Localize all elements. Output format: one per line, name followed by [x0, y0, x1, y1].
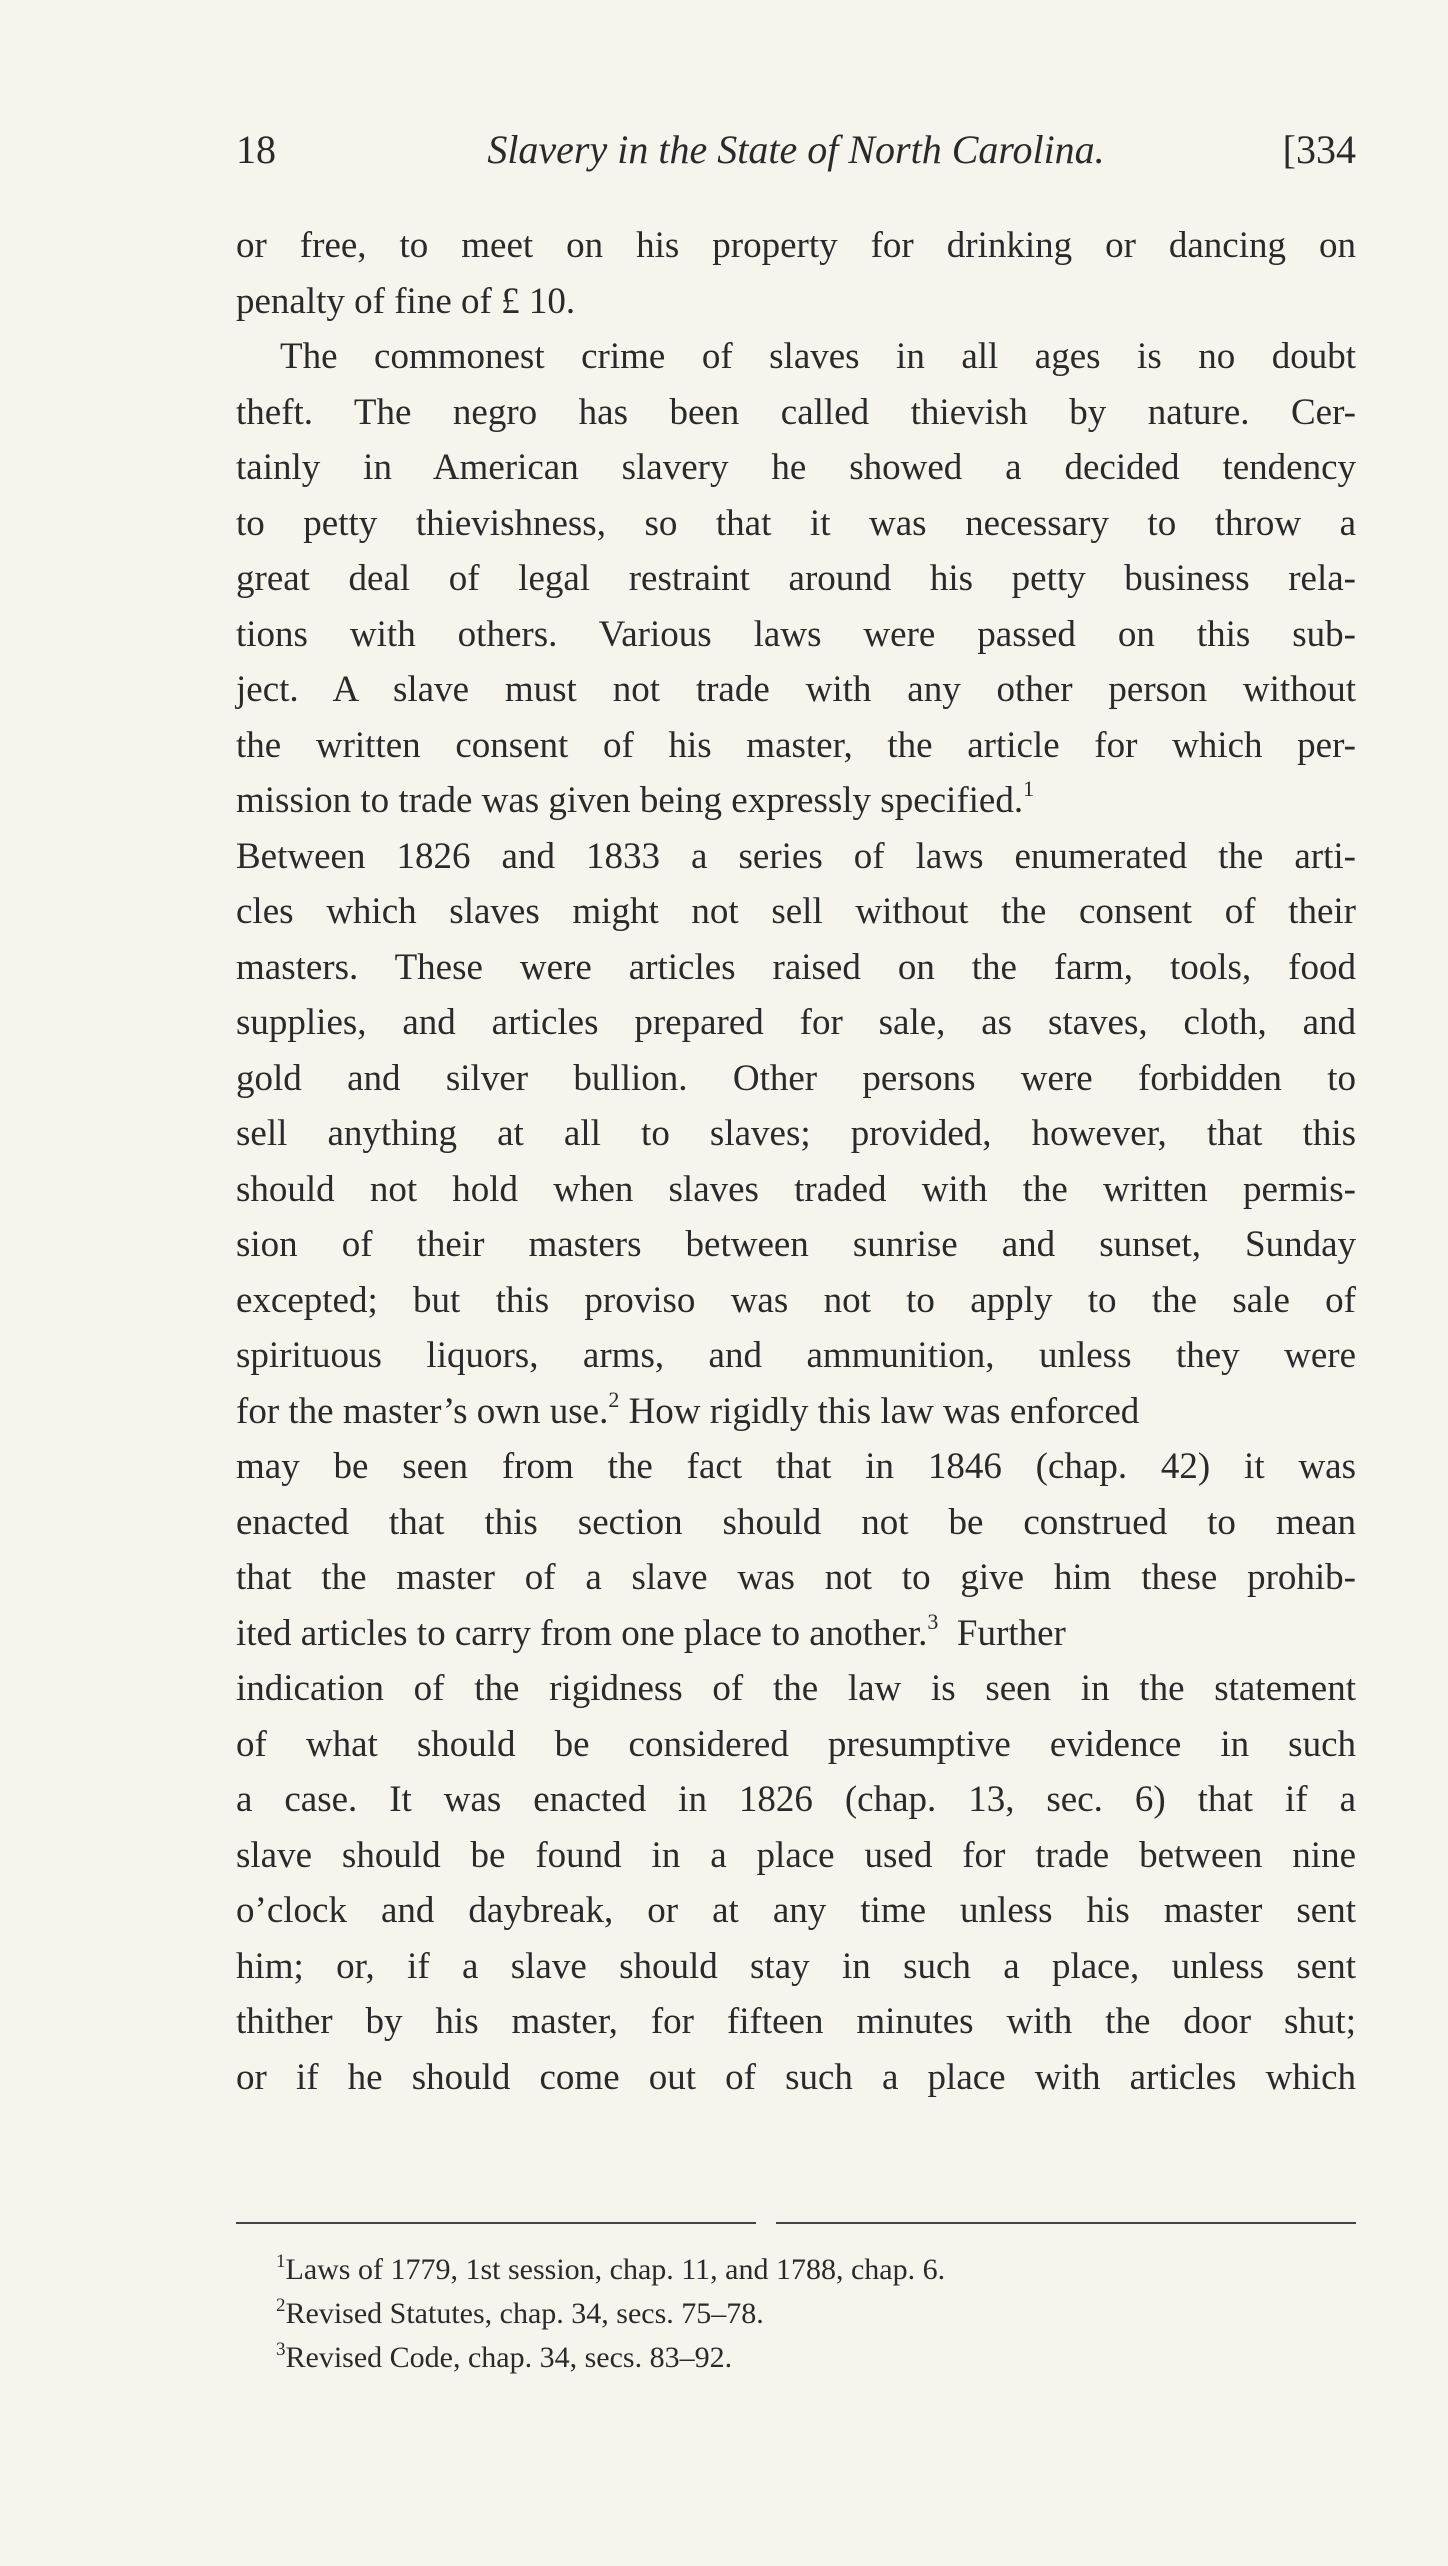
text-segment: mission to trade was given being expressly specified.: [236, 780, 1024, 821]
footnote: [276, 2248, 1356, 2292]
text-line: thither by his master, for fifteen minutes with the door shut;: [236, 2001, 1356, 2042]
text-line: sell anything at all to slaves; provided, however, that this: [236, 1113, 1356, 1154]
text-line: The commonest crime of slaves in all ages is no doubt: [280, 336, 1356, 377]
text-line: that the master of a slave was not to give him these prohib-: [236, 1557, 1356, 1598]
text-line: excepted; but this proviso was not to apply to the sale of: [236, 1279, 1356, 1321]
text-line: cles which slaves might not sell without the consent of their: [236, 891, 1356, 932]
text-line: penalty of fine of £ 10.: [236, 280, 576, 322]
text-line: [236, 773, 1356, 829]
footnote-number: 2: [276, 2295, 286, 2316]
text-line: or if he should come out of such a place with articles which: [236, 2056, 1356, 2098]
footnote-marker: 2: [608, 1386, 620, 1412]
text-line: gold and silver bullion. Other persons were forbidden to: [236, 1057, 1356, 1099]
text-segment: How rigidly this law was enforced: [628, 1390, 1140, 1432]
text-line: slave should be found in a place used for trade between nine: [236, 1834, 1356, 1876]
footnote: [276, 2336, 1356, 2380]
text-segment: ited articles to carry from one place to another.: [236, 1612, 928, 1654]
text-line: may be seen from the fact that in 1846 (chap. 42) it was: [236, 1446, 1356, 1487]
text-line: Between 1826 and 1833 a series of laws enumerated the arti-: [236, 835, 1356, 877]
text-line: tainly in American slavery he showed a decided tendency: [236, 447, 1356, 488]
text-line: sion of their masters between sunrise and sunset, Sunday: [236, 1224, 1356, 1265]
text-line: theft. The negro has been called thievish by nature. Cer-: [236, 391, 1356, 433]
text-line: the written consent of his master, the article for which per-: [236, 724, 1356, 766]
text-line: of what should be considered presumptive evidence in such: [236, 1723, 1356, 1765]
footnotes: [276, 2248, 1356, 2380]
footnote-text: Revised Statutes, chap. 34, secs. 75–78.: [285, 2297, 764, 2330]
text-line: indication of the rigidness of the law is seen in the statement: [236, 1668, 1356, 1709]
text-line: tions with others. Various laws were passed on this sub-: [236, 613, 1356, 655]
text-line: [236, 1606, 1356, 1662]
text-line: great deal of legal restraint around his petty business rela-: [236, 558, 1356, 599]
footnote-number: 3: [276, 2339, 286, 2360]
text-segment: for the master’s own use.: [236, 1390, 609, 1432]
footnote-text: Laws of 1779, 1st session, chap. 11, and 1788, chap. 6.: [285, 2253, 946, 2286]
text-line: supplies, and articles prepared for sale, as staves, cloth, and: [236, 1002, 1356, 1043]
text-line: should not hold when slaves traded with the written permis-: [236, 1168, 1356, 1210]
running-title: Slavery in the State of North Carolina.: [487, 127, 1105, 172]
text-line: masters. These were articles raised on the farm, tools, food: [236, 946, 1356, 988]
footnote-text: Revised Code, chap. 34, secs. 83–92.: [285, 2341, 733, 2374]
text-line: or free, to meet on his property for drinking or dancing on: [236, 225, 1356, 266]
footnote-number: 1: [276, 2251, 286, 2272]
page-number: 18: [236, 127, 276, 172]
body-text: [236, 218, 1356, 2105]
text-line: to petty thievishness, so that it was necessary to throw a: [236, 502, 1356, 544]
page-reference: [334: [1282, 127, 1356, 172]
footnote-marker: 3: [927, 1608, 939, 1634]
text-line: [236, 1384, 1356, 1440]
footnote-marker: 1: [1023, 776, 1035, 801]
text-segment: Further: [956, 1612, 1066, 1654]
footnote-divider: [236, 2222, 1356, 2224]
text-line: a case. It was enacted in 1826 (chap. 13, sec. 6) that if a: [236, 1779, 1356, 1820]
text-line: him; or, if a slave should stay in such a place, unless sent: [236, 1945, 1356, 1987]
text-line: enacted that this section should not be construed to mean: [236, 1501, 1356, 1543]
text-line: o’clock and daybreak, or at any time unless his master sent: [236, 1890, 1356, 1931]
text-line: spirituous liquors, arms, and ammunition, unless they were: [236, 1335, 1356, 1376]
footnote: [276, 2292, 1356, 2336]
text-line: ject. A slave must not trade with any other person without: [236, 669, 1356, 710]
running-head: [236, 120, 1356, 180]
